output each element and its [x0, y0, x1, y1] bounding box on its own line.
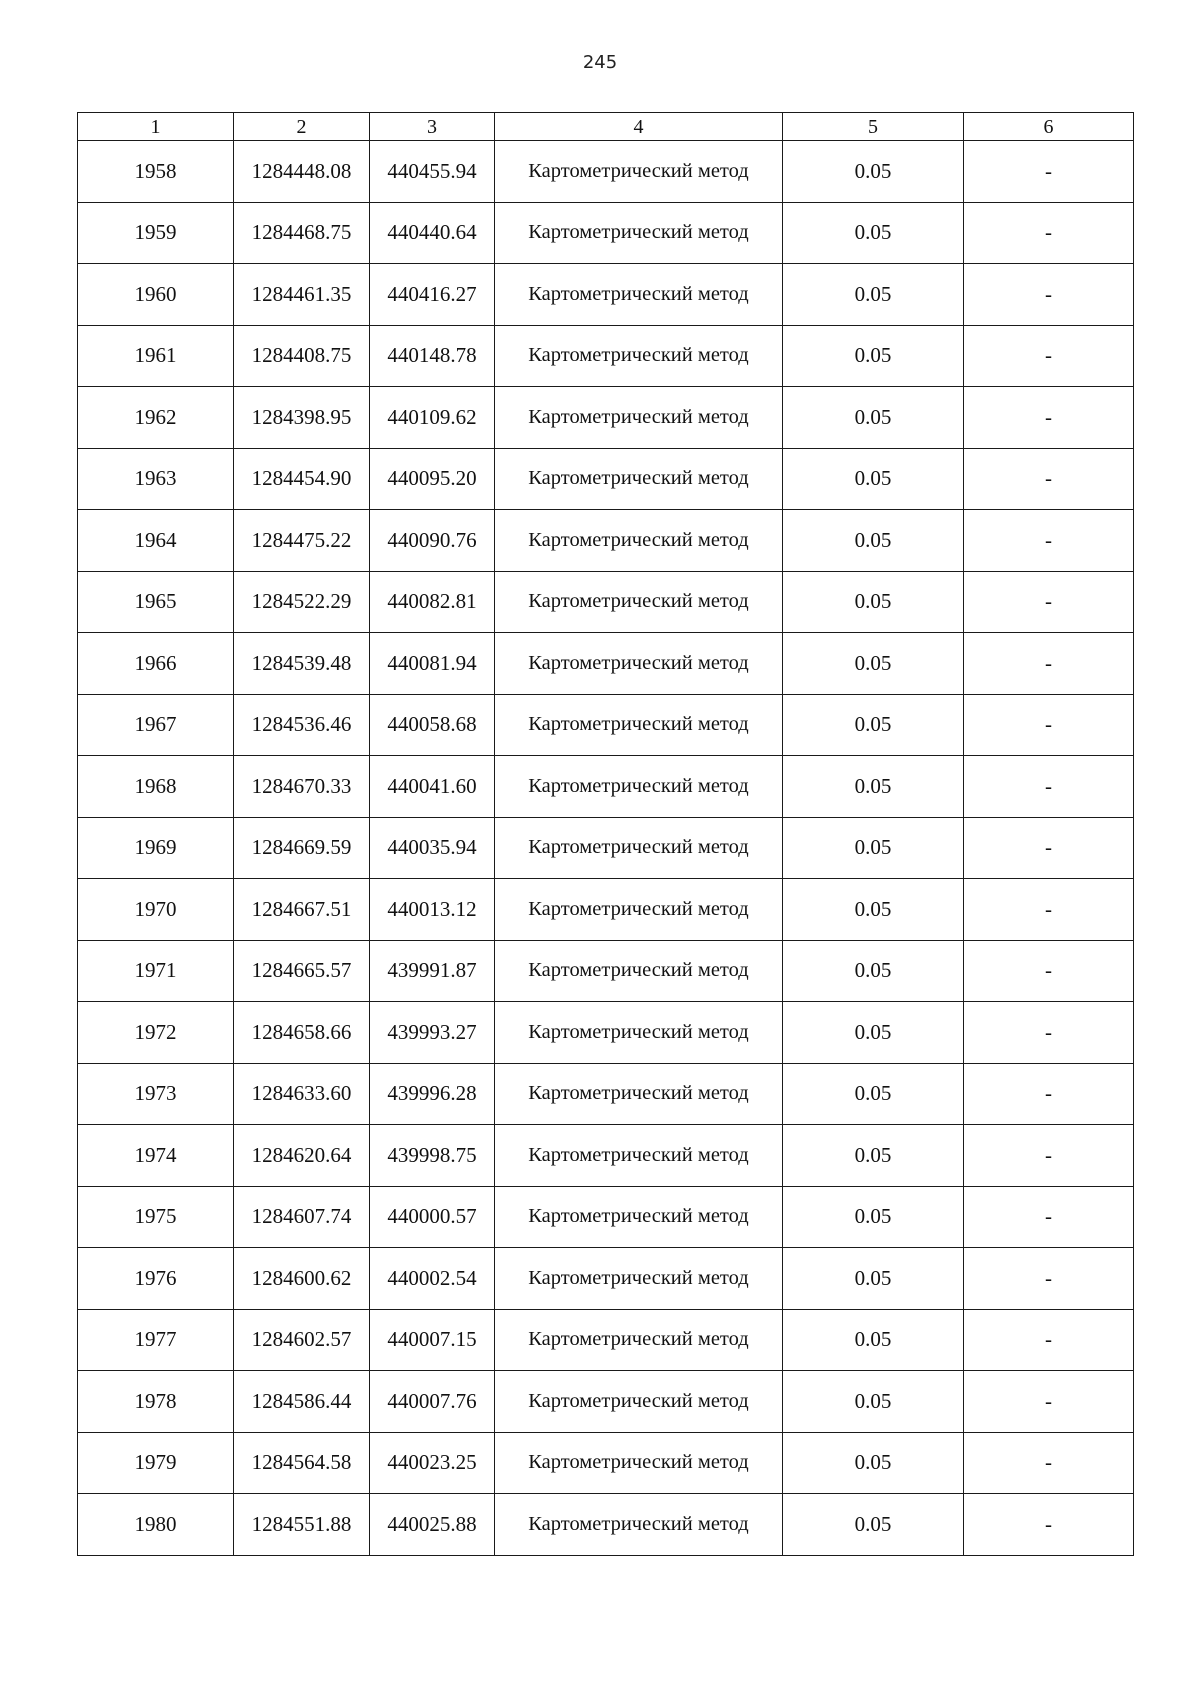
point-number-cell: 1960 — [78, 264, 234, 326]
y-coordinate-cell: 440013.12 — [370, 879, 495, 941]
column-header-3: 3 — [370, 113, 495, 141]
x-coordinate-cell: 1284564.58 — [234, 1432, 370, 1494]
note-cell: - — [964, 1248, 1134, 1310]
method-cell: Картометрический метод — [495, 387, 783, 449]
point-number-cell: 1973 — [78, 1063, 234, 1125]
note-cell: - — [964, 756, 1134, 818]
accuracy-cell: 0.05 — [783, 1309, 964, 1371]
method-cell: Картометрический метод — [495, 141, 783, 203]
note-cell: - — [964, 1309, 1134, 1371]
accuracy-cell: 0.05 — [783, 1063, 964, 1125]
note-cell: - — [964, 571, 1134, 633]
note-cell: - — [964, 264, 1134, 326]
y-coordinate-cell: 440058.68 — [370, 694, 495, 756]
x-coordinate-cell: 1284454.90 — [234, 448, 370, 510]
y-coordinate-cell: 440025.88 — [370, 1494, 495, 1556]
table-body — [78, 141, 1134, 1556]
x-coordinate-cell: 1284600.62 — [234, 1248, 370, 1310]
accuracy-cell: 0.05 — [783, 633, 964, 695]
y-coordinate-cell: 440007.76 — [370, 1371, 495, 1433]
table-row — [78, 448, 1134, 510]
method-cell: Картометрический метод — [495, 756, 783, 818]
method-cell: Картометрический метод — [495, 1309, 783, 1371]
method-cell: Картометрический метод — [495, 1125, 783, 1187]
page-number: 245 — [582, 52, 618, 73]
table-row — [78, 817, 1134, 879]
y-coordinate-cell: 440023.25 — [370, 1432, 495, 1494]
accuracy-cell: 0.05 — [783, 448, 964, 510]
point-number-cell: 1976 — [78, 1248, 234, 1310]
y-coordinate-cell: 440148.78 — [370, 325, 495, 387]
column-header-4: 4 — [495, 113, 783, 141]
y-coordinate-cell: 440002.54 — [370, 1248, 495, 1310]
table-row — [78, 940, 1134, 1002]
method-cell: Картометрический метод — [495, 1186, 783, 1248]
accuracy-cell: 0.05 — [783, 1248, 964, 1310]
point-number-cell: 1979 — [78, 1432, 234, 1494]
table-row — [78, 1494, 1134, 1556]
table-row — [78, 1063, 1134, 1125]
x-coordinate-cell: 1284602.57 — [234, 1309, 370, 1371]
coordinates-table — [77, 112, 1134, 1556]
table-row — [78, 1248, 1134, 1310]
y-coordinate-cell: 440035.94 — [370, 817, 495, 879]
method-cell: Картометрический метод — [495, 879, 783, 941]
table-row — [78, 325, 1134, 387]
table-row — [78, 879, 1134, 941]
accuracy-cell: 0.05 — [783, 694, 964, 756]
x-coordinate-cell: 1284522.29 — [234, 571, 370, 633]
method-cell: Картометрический метод — [495, 694, 783, 756]
point-number-cell: 1967 — [78, 694, 234, 756]
note-cell: - — [964, 387, 1134, 449]
note-cell: - — [964, 879, 1134, 941]
x-coordinate-cell: 1284667.51 — [234, 879, 370, 941]
y-coordinate-cell: 440090.76 — [370, 510, 495, 572]
column-header-5: 5 — [783, 113, 964, 141]
x-coordinate-cell: 1284539.48 — [234, 633, 370, 695]
note-cell: - — [964, 694, 1134, 756]
method-cell: Картометрический метод — [495, 1063, 783, 1125]
note-cell: - — [964, 202, 1134, 264]
x-coordinate-cell: 1284607.74 — [234, 1186, 370, 1248]
method-cell: Картометрический метод — [495, 817, 783, 879]
x-coordinate-cell: 1284633.60 — [234, 1063, 370, 1125]
x-coordinate-cell: 1284669.59 — [234, 817, 370, 879]
note-cell: - — [964, 510, 1134, 572]
accuracy-cell: 0.05 — [783, 264, 964, 326]
accuracy-cell: 0.05 — [783, 1432, 964, 1494]
x-coordinate-cell: 1284461.35 — [234, 264, 370, 326]
table-row — [78, 1125, 1134, 1187]
note-cell: - — [964, 1494, 1134, 1556]
column-header-1: 1 — [78, 113, 234, 141]
y-coordinate-cell: 439993.27 — [370, 1002, 495, 1064]
note-cell: - — [964, 1371, 1134, 1433]
x-coordinate-cell: 1284551.88 — [234, 1494, 370, 1556]
y-coordinate-cell: 440082.81 — [370, 571, 495, 633]
point-number-cell: 1974 — [78, 1125, 234, 1187]
y-coordinate-cell: 440455.94 — [370, 141, 495, 203]
note-cell: - — [964, 1186, 1134, 1248]
point-number-cell: 1966 — [78, 633, 234, 695]
x-coordinate-cell: 1284398.95 — [234, 387, 370, 449]
accuracy-cell: 0.05 — [783, 1371, 964, 1433]
note-cell: - — [964, 1002, 1134, 1064]
table-row — [78, 141, 1134, 203]
accuracy-cell: 0.05 — [783, 325, 964, 387]
column-header-2: 2 — [234, 113, 370, 141]
method-cell: Картометрический метод — [495, 202, 783, 264]
y-coordinate-cell: 440007.15 — [370, 1309, 495, 1371]
point-number-cell: 1964 — [78, 510, 234, 572]
table-row — [78, 1432, 1134, 1494]
table-row — [78, 510, 1134, 572]
x-coordinate-cell: 1284408.75 — [234, 325, 370, 387]
point-number-cell: 1971 — [78, 940, 234, 1002]
x-coordinate-cell: 1284448.08 — [234, 141, 370, 203]
method-cell: Картометрический метод — [495, 448, 783, 510]
x-coordinate-cell: 1284620.64 — [234, 1125, 370, 1187]
point-number-cell: 1978 — [78, 1371, 234, 1433]
note-cell: - — [964, 325, 1134, 387]
point-number-cell: 1965 — [78, 571, 234, 633]
note-cell: - — [964, 817, 1134, 879]
x-coordinate-cell: 1284536.46 — [234, 694, 370, 756]
point-number-cell: 1977 — [78, 1309, 234, 1371]
x-coordinate-cell: 1284658.66 — [234, 1002, 370, 1064]
point-number-cell: 1958 — [78, 141, 234, 203]
table-header-row — [78, 113, 1134, 141]
point-number-cell: 1961 — [78, 325, 234, 387]
y-coordinate-cell: 440440.64 — [370, 202, 495, 264]
method-cell: Картометрический метод — [495, 1371, 783, 1433]
table-row — [78, 694, 1134, 756]
table-row — [78, 1186, 1134, 1248]
table-row — [78, 264, 1134, 326]
x-coordinate-cell: 1284586.44 — [234, 1371, 370, 1433]
table-row — [78, 1371, 1134, 1433]
x-coordinate-cell: 1284665.57 — [234, 940, 370, 1002]
accuracy-cell: 0.05 — [783, 571, 964, 633]
y-coordinate-cell: 440000.57 — [370, 1186, 495, 1248]
x-coordinate-cell: 1284475.22 — [234, 510, 370, 572]
point-number-cell: 1969 — [78, 817, 234, 879]
note-cell: - — [964, 448, 1134, 510]
point-number-cell: 1970 — [78, 879, 234, 941]
point-number-cell: 1968 — [78, 756, 234, 818]
accuracy-cell: 0.05 — [783, 387, 964, 449]
point-number-cell: 1980 — [78, 1494, 234, 1556]
note-cell: - — [964, 141, 1134, 203]
method-cell: Картометрический метод — [495, 510, 783, 572]
note-cell: - — [964, 940, 1134, 1002]
note-cell: - — [964, 633, 1134, 695]
table-row — [78, 1309, 1134, 1371]
y-coordinate-cell: 440095.20 — [370, 448, 495, 510]
accuracy-cell: 0.05 — [783, 510, 964, 572]
column-header-6: 6 — [964, 113, 1134, 141]
note-cell: - — [964, 1125, 1134, 1187]
point-number-cell: 1962 — [78, 387, 234, 449]
accuracy-cell: 0.05 — [783, 1002, 964, 1064]
method-cell: Картометрический метод — [495, 940, 783, 1002]
method-cell: Картометрический метод — [495, 633, 783, 695]
accuracy-cell: 0.05 — [783, 1494, 964, 1556]
accuracy-cell: 0.05 — [783, 879, 964, 941]
y-coordinate-cell: 440109.62 — [370, 387, 495, 449]
method-cell: Картометрический метод — [495, 1002, 783, 1064]
method-cell: Картометрический метод — [495, 571, 783, 633]
y-coordinate-cell: 439998.75 — [370, 1125, 495, 1187]
point-number-cell: 1963 — [78, 448, 234, 510]
table-row — [78, 571, 1134, 633]
x-coordinate-cell: 1284670.33 — [234, 756, 370, 818]
y-coordinate-cell: 440041.60 — [370, 756, 495, 818]
point-number-cell: 1975 — [78, 1186, 234, 1248]
note-cell: - — [964, 1063, 1134, 1125]
table-row — [78, 633, 1134, 695]
accuracy-cell: 0.05 — [783, 817, 964, 879]
table-row — [78, 756, 1134, 818]
accuracy-cell: 0.05 — [783, 940, 964, 1002]
method-cell: Картометрический метод — [495, 1494, 783, 1556]
note-cell: - — [964, 1432, 1134, 1494]
y-coordinate-cell: 440416.27 — [370, 264, 495, 326]
table-row — [78, 387, 1134, 449]
y-coordinate-cell: 440081.94 — [370, 633, 495, 695]
method-cell: Картометрический метод — [495, 1248, 783, 1310]
accuracy-cell: 0.05 — [783, 1125, 964, 1187]
y-coordinate-cell: 439991.87 — [370, 940, 495, 1002]
y-coordinate-cell: 439996.28 — [370, 1063, 495, 1125]
table-row — [78, 1002, 1134, 1064]
table-row — [78, 202, 1134, 264]
accuracy-cell: 0.05 — [783, 202, 964, 264]
accuracy-cell: 0.05 — [783, 756, 964, 818]
method-cell: Картометрический метод — [495, 264, 783, 326]
accuracy-cell: 0.05 — [783, 141, 964, 203]
method-cell: Картометрический метод — [495, 1432, 783, 1494]
accuracy-cell: 0.05 — [783, 1186, 964, 1248]
point-number-cell: 1959 — [78, 202, 234, 264]
point-number-cell: 1972 — [78, 1002, 234, 1064]
method-cell: Картометрический метод — [495, 325, 783, 387]
x-coordinate-cell: 1284468.75 — [234, 202, 370, 264]
